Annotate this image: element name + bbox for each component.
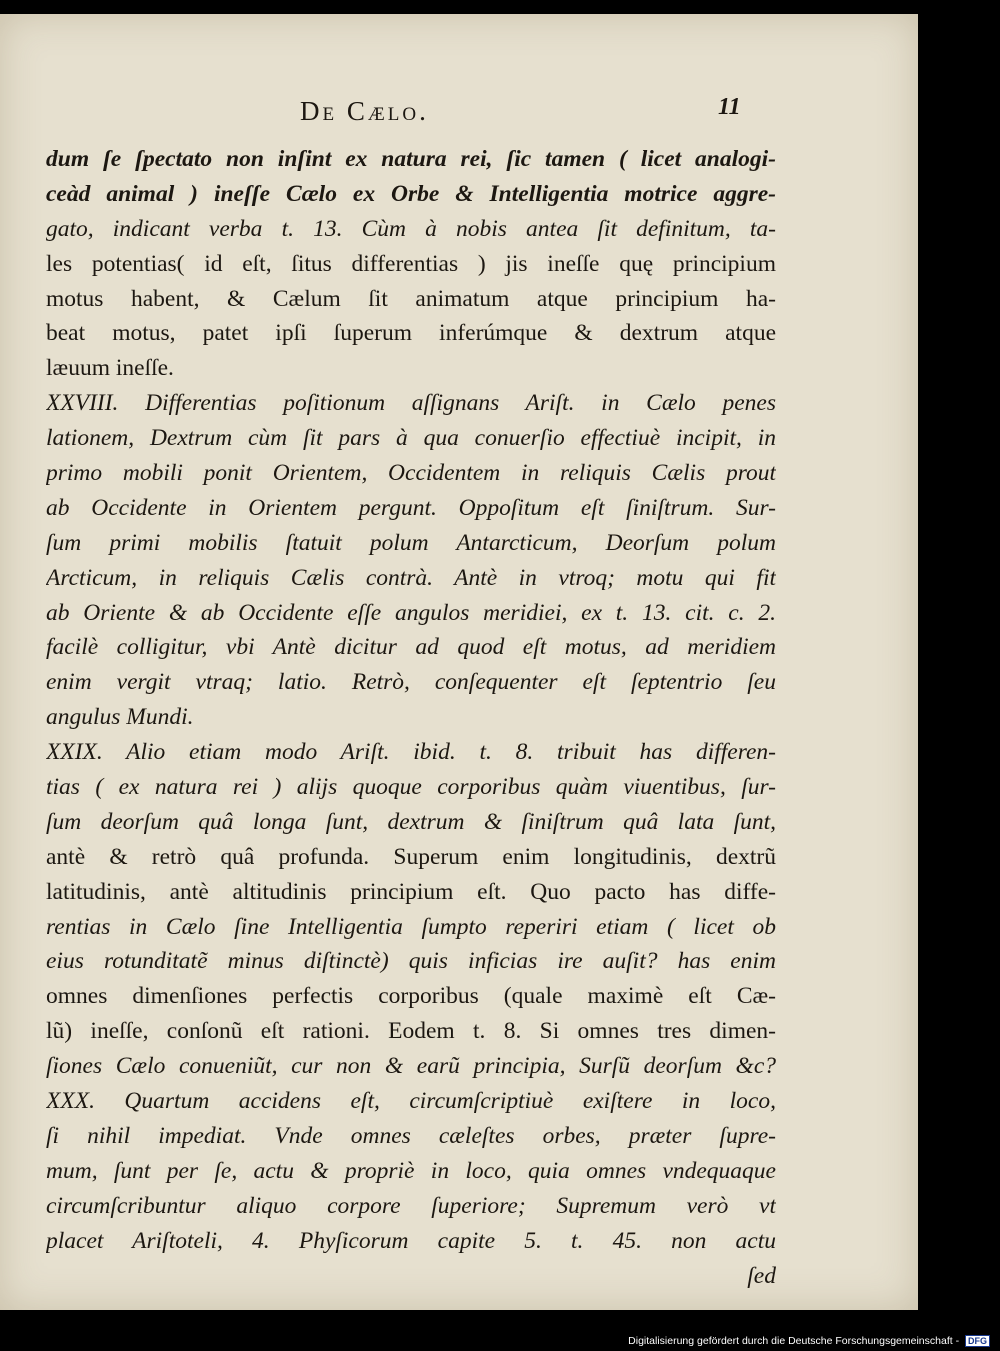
credit-text: Digitalisierung gefördert durch die Deutsche Forschungsgemeinschaft - — [628, 1335, 960, 1347]
text-line: ſum deorſum quâ longa ſunt, dextrum & ſiniſtrum quâ lata ſunt, — [46, 808, 776, 835]
text-line: lũ) ineſſe, conſonũ eſt rationi. Eodem t. 8. Si omnes tres dimen- — [46, 1018, 776, 1045]
text-line: XXIX. Alio etiam modo Ariſt. ibid. t. 8. tribuit has differen- — [46, 739, 776, 766]
text-line: enim vergit vtraq; latio. Retrò, conſequenter eſt ſeptentrio ſeu — [46, 669, 776, 696]
text-line: latitudinis, antè altitudinis principium eſt. Quo pacto has diffe- — [46, 878, 776, 905]
text-line: XXVIII. Differentias poſitionum aſſignans Ariſt. in Cælo penes — [46, 390, 776, 417]
text-line: tias ( ex natura rei ) alijs quoque corporibus quàm viuentibus, ſur- — [46, 774, 776, 801]
text-line: lationem, Dextrum cùm ſit pars à qua conuerſio effectiuè incipit, in — [46, 425, 776, 452]
text-line: ſiones Cælo conueniũt, cur non & earũ principia, Surſũ deorſum &c? — [46, 1053, 776, 1080]
page-number: 11 — [718, 94, 741, 120]
text-line: Arcticum, in reliquis Cælis contrà. Antè in vtroq; motu qui fit — [46, 564, 776, 591]
text-line: ceàd animal ) ineſſe Cælo ex Orbe & Intelligentia motrice aggre- — [46, 180, 776, 207]
text-line: placet Ariſtoteli, 4. Phyſicorum capite 5. t. 45. non actu — [46, 1227, 776, 1254]
text-line: motus habent, & Cælum ſit animatum atque principium ha- — [46, 285, 776, 312]
page-header — [300, 92, 741, 132]
text-line: ab Oriente & ab Occidente eſſe angulos meridiei, ex t. 13. cit. c. 2. — [46, 599, 776, 626]
text-line: les potentias( id eſt, ſitus differentias ) jis ineſſe quę principium — [46, 250, 776, 277]
text-line: gato, indicant verba t. 13. Cùm à nobis antea ſit definitum, ta- — [46, 215, 776, 242]
text-line: dum ſe ſpectato non inſint ex natura rei, ſic tamen ( licet analogi- — [46, 146, 776, 172]
text-line: circumſcribuntur aliquo corpore ſuperiore; Supremum verò vt — [46, 1192, 776, 1219]
text-line: omnes dimenſiones perfectis corporibus (quale maximè eſt Cæ- — [46, 983, 776, 1010]
dfg-logo-icon: DFG — [965, 1335, 990, 1347]
text-line: rentias in Cælo ſine Intelligentia ſumpto reperiri etiam ( licet ob — [46, 913, 776, 940]
text-line: ſi nihil impediat. Vnde omnes cæleſtes orbes, præter ſupre- — [46, 1122, 776, 1149]
body-text — [46, 142, 776, 1293]
digitization-credit — [628, 1335, 990, 1347]
text-line: angulus Mundi. — [46, 704, 194, 731]
text-line: ſum primi mobilis ſtatuit polum Antarcticum, Deorſum polum — [46, 529, 776, 556]
catchword: ſed — [747, 1262, 776, 1289]
text-line: læuum ineſſe. — [46, 355, 174, 382]
text-line: XXX. Quartum accidens eſt, circumſcriptiuè exiſtere in loco, — [46, 1088, 776, 1115]
text-line: mum, ſunt per ſe, actu & propriè in loco, quia omnes vndequaque — [46, 1157, 776, 1184]
text-line: facilè colligitur, vbi Antè dicitur ad quod eſt motus, ad meridiem — [46, 634, 776, 661]
text-line: ab Occidente in Orientem pergunt. Oppoſitum eſt ſiniſtrum. Sur- — [46, 494, 776, 521]
text-line: eius rotunditatẽ minus diſtinctè) quis inficias ire auſit? has enim — [46, 948, 776, 975]
running-head: De Cælo. — [300, 96, 429, 126]
book-page — [0, 14, 918, 1310]
text-line: antè & retrò quâ profunda. Superum enim longitudinis, dextrũ — [46, 843, 776, 870]
text-line: primo mobili ponit Orientem, Occidentem in reliquis Cælis prout — [46, 460, 776, 487]
text-line: beat motus, patet ipſi ſuperum inferúmque & dextrum atque — [46, 320, 776, 347]
